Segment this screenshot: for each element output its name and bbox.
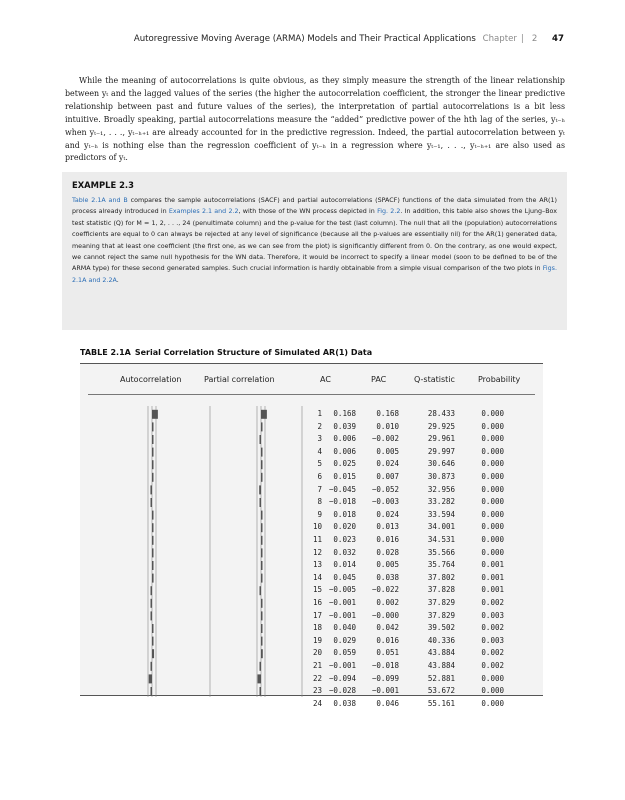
ac-cell: 0.006 xyxy=(333,434,356,444)
lag-cell: 20 xyxy=(312,648,322,658)
probability-cell: 0.000 xyxy=(481,522,504,532)
lag-cell: 19 xyxy=(312,635,322,645)
lag-cell: 15 xyxy=(312,585,322,595)
table-row xyxy=(80,585,543,598)
pac-cell: 0.168 xyxy=(376,409,399,418)
ac-cell: −0.005 xyxy=(328,585,356,595)
q-statistic-cell: 39.502 xyxy=(427,623,455,633)
table-row xyxy=(80,422,543,435)
lag-cell: 7 xyxy=(317,484,322,494)
header-rule xyxy=(88,394,535,395)
probability-cell: 0.000 xyxy=(481,497,504,507)
q-statistic-cell: 43.884 xyxy=(427,661,455,670)
lag-cell: 21 xyxy=(312,661,322,670)
q-statistic-cell: 33.282 xyxy=(427,497,455,507)
running-title: Autoregressive Moving Average (ARMA) Models and Their Practical Applications xyxy=(133,34,476,44)
lag-cell: 17 xyxy=(312,610,322,620)
lag-cell: 2 xyxy=(317,421,322,431)
q-statistic-cell: 29.961 xyxy=(427,434,455,444)
q-statistic-cell: 40.336 xyxy=(427,635,455,645)
table-row xyxy=(80,560,543,573)
table-row xyxy=(80,686,543,699)
table-title: Serial Correlation Structure of Simulated AR(1) Data xyxy=(134,348,373,357)
ac-cell: 0.040 xyxy=(333,623,356,633)
q-statistic-cell: 33.594 xyxy=(427,509,455,519)
example-body xyxy=(72,195,557,286)
table-row xyxy=(80,497,543,510)
probability-cell: 0.000 xyxy=(481,535,504,544)
probability-cell: 0.002 xyxy=(481,648,504,658)
col-probability: Probability xyxy=(478,375,521,384)
ac-cell: −0.028 xyxy=(328,686,356,696)
table-row xyxy=(80,598,543,611)
probability-cell: 0.000 xyxy=(481,509,504,519)
col-partial-correlation: Partial correlation xyxy=(204,375,275,384)
ac-cell: 0.039 xyxy=(333,421,356,431)
lag-cell: 4 xyxy=(317,446,322,456)
probability-cell: 0.000 xyxy=(481,686,504,696)
q-statistic-cell: 28.433 xyxy=(427,409,455,418)
ac-cell: 0.168 xyxy=(333,409,356,418)
pac-cell: −0.002 xyxy=(371,434,399,444)
probability-cell: 0.001 xyxy=(481,585,504,595)
q-statistic-cell: 29.997 xyxy=(427,446,455,456)
body-paragraph: While the meaning of autocorrelations is quite obvious, as they simply measure the strength of the linear relationship between yₜ and the lagged values of the series (the higher the autocorrelation coefficient, the stronger the linear predictive relationship between past and future values of the series), the interpretation of partial autocorrelations is a bit less intuitive. Broadly speaking, partial autocorrelations measure the “added” predictive power of the hth lag of the series, yₜ₋ₕ when yₜ₋₁, . . ., yₜ₋ₕ₊₁ are already accounted for in the predictive regression. Indeed, the partial autocorrelation between yₜ and yₜ₋ₕ is nothing else than the regression coefficient of yₜ₋ₕ in a regression where yₜ₋₁, . . ., yₜ₋ₕ₊₁ are also used as predictors of yₜ. xyxy=(65,76,565,163)
ac-cell: −0.018 xyxy=(328,497,356,507)
table-row xyxy=(80,573,543,586)
q-statistic-cell: 43.884 xyxy=(427,648,455,658)
q-statistic-cell: 37.829 xyxy=(427,610,455,620)
ac-cell: −0.001 xyxy=(328,598,356,607)
lag-cell: 9 xyxy=(317,509,322,519)
col-pac: PAC xyxy=(371,375,387,384)
figure-reference-link[interactable]: Fig. 2.2 xyxy=(377,208,401,216)
ac-cell: 0.020 xyxy=(333,522,356,532)
q-statistic-cell: 34.531 xyxy=(427,535,455,544)
examples-reference-link[interactable]: Examples 2.1 and 2.2 xyxy=(168,208,239,216)
lag-cell: 23 xyxy=(312,686,322,696)
pac-cell: 0.007 xyxy=(376,472,399,481)
probability-cell: 0.002 xyxy=(481,598,504,607)
body-paragraph-block xyxy=(65,75,565,165)
example-text-2: , with those of the WN process depicted in xyxy=(238,208,378,216)
probability-cell: 0.003 xyxy=(481,610,504,620)
table-row xyxy=(80,485,543,498)
ac-cell: 0.023 xyxy=(333,535,356,544)
ac-cell: 0.029 xyxy=(333,635,356,645)
probability-cell: 0.003 xyxy=(481,635,504,645)
table-row xyxy=(80,661,543,674)
pac-cell: 0.024 xyxy=(376,509,399,519)
ac-cell: 0.018 xyxy=(333,509,356,519)
probability-cell: 0.000 xyxy=(481,446,504,456)
lag-cell: 11 xyxy=(312,535,322,544)
pac-cell: 0.042 xyxy=(376,623,399,633)
pac-cell: −0.001 xyxy=(371,686,399,696)
table-row xyxy=(80,409,543,422)
q-statistic-cell: 52.881 xyxy=(427,673,455,683)
probability-cell: 0.000 xyxy=(481,409,504,418)
ac-cell: −0.001 xyxy=(328,661,356,670)
pac-cell: 0.024 xyxy=(376,459,399,469)
q-statistic-cell: 35.764 xyxy=(427,560,455,570)
ac-cell: 0.006 xyxy=(333,446,356,456)
probability-cell: 0.002 xyxy=(481,623,504,633)
pac-cell: 0.013 xyxy=(376,522,399,532)
probability-cell: 0.000 xyxy=(481,472,504,481)
table-row xyxy=(80,535,543,548)
lag-cell: 1 xyxy=(317,409,322,418)
probability-cell: 0.000 xyxy=(481,673,504,683)
running-header xyxy=(60,34,564,44)
pac-cell: 0.010 xyxy=(376,421,399,431)
table-label: TABLE 2.1A xyxy=(80,348,131,357)
pac-cell: 0.046 xyxy=(376,698,399,708)
example-title: EXAMPLE 2.3 xyxy=(72,180,134,190)
pac-cell: 0.028 xyxy=(376,547,399,557)
lag-cell: 18 xyxy=(312,623,322,633)
table-row xyxy=(80,611,543,624)
col-ac: AC xyxy=(320,375,331,384)
lag-cell: 3 xyxy=(317,434,322,444)
table-row xyxy=(80,434,543,447)
q-statistic-cell: 37.802 xyxy=(427,572,455,582)
page-number: 47 xyxy=(552,34,564,44)
probability-cell: 0.000 xyxy=(481,434,504,444)
q-statistic-cell: 37.829 xyxy=(427,598,455,607)
table-row xyxy=(80,674,543,687)
probability-cell: 0.000 xyxy=(481,459,504,469)
chapter-number: 2 xyxy=(531,34,538,44)
probability-cell: 0.000 xyxy=(481,547,504,557)
example-text-4: . xyxy=(116,276,119,284)
ac-cell: 0.025 xyxy=(333,459,356,469)
table-caption xyxy=(80,348,376,357)
q-statistic-cell: 37.828 xyxy=(427,585,455,595)
table-header-row xyxy=(80,375,543,389)
table-row xyxy=(80,648,543,661)
ac-cell: 0.014 xyxy=(333,560,356,570)
pac-cell: 0.002 xyxy=(376,598,399,607)
ac-cell: 0.059 xyxy=(333,648,356,658)
pac-cell: −0.003 xyxy=(371,497,399,507)
example-text-1: compares the sample autocorrelations (SACF) and partial autocorrelations (SPACF) functions of the data simulated from the AR(1) process already introduced in xyxy=(72,197,557,216)
example-box xyxy=(62,172,567,330)
table-row xyxy=(80,548,543,561)
ac-cell: −0.094 xyxy=(328,673,356,683)
table-row xyxy=(80,510,543,523)
ac-cell: −0.001 xyxy=(328,610,356,620)
q-statistic-cell: 35.566 xyxy=(427,547,455,557)
pac-cell: −0.022 xyxy=(371,585,399,595)
pac-cell: −0.052 xyxy=(371,484,399,494)
probability-cell: 0.001 xyxy=(481,572,504,582)
table-row xyxy=(80,459,543,472)
table-row xyxy=(80,447,543,460)
lag-cell: 5 xyxy=(317,459,322,469)
chapter-label: Chapter xyxy=(482,34,517,44)
probability-cell: 0.000 xyxy=(481,484,504,494)
q-statistic-cell: 29.925 xyxy=(427,421,455,431)
ac-cell: 0.032 xyxy=(333,547,356,557)
lag-cell: 6 xyxy=(317,472,322,481)
lag-cell: 12 xyxy=(312,547,322,557)
ac-cell: 0.015 xyxy=(333,472,356,481)
q-statistic-cell: 30.646 xyxy=(427,459,455,469)
table-row xyxy=(80,472,543,485)
probability-cell: 0.000 xyxy=(481,421,504,431)
pac-cell: 0.016 xyxy=(376,635,399,645)
pac-cell: 0.051 xyxy=(376,648,399,658)
lag-cell: 24 xyxy=(312,698,322,708)
lag-cell: 8 xyxy=(317,497,322,507)
q-statistic-cell: 55.161 xyxy=(427,698,455,708)
pac-cell: 0.005 xyxy=(376,446,399,456)
pac-cell: 0.038 xyxy=(376,572,399,582)
pac-cell: 0.005 xyxy=(376,560,399,570)
q-statistic-cell: 53.672 xyxy=(427,686,455,696)
header-separator: | xyxy=(520,34,524,44)
pac-cell: −0.018 xyxy=(371,661,399,670)
probability-cell: 0.001 xyxy=(481,560,504,570)
probability-cell: 0.000 xyxy=(481,698,504,708)
table-row xyxy=(80,623,543,636)
probability-cell: 0.002 xyxy=(481,661,504,670)
figures-reference-link[interactable]: Figs. 2.1A and 2.2A xyxy=(72,265,557,284)
example-text-3: . In addition, this table also shows the Ljung–Box test statistic (Q) for M = 1, 2, . . ., 24 (penultimate column) and the p-value for the test (last column). The null that all the (population) autocorrelations coefficients are equal to 0 can always be rejected at any level of significance (because all the p-values are essentially nil) for the AR(1) generated data, meaning that at least one coefficient (the first one, as we can see from the plot) is significantly different from 0. On the contrary, as one would expect, we cannot reject the same null hypothesis for the WN data. Therefore, it would be incorrect to specify a linear model (soon to be defined to be of the ARMA type) for these second generated samples. Such crucial information is hardly obtainable from a simple visual comparison of the two plots in xyxy=(72,208,557,273)
col-autocorrelation: Autocorrelation xyxy=(120,375,182,384)
table-row xyxy=(80,636,543,649)
table-row xyxy=(80,699,543,712)
table-reference-link[interactable]: Table 2.1A and B xyxy=(72,197,128,204)
lag-cell: 10 xyxy=(312,522,322,532)
lag-cell: 13 xyxy=(312,560,322,570)
ac-cell: 0.038 xyxy=(333,698,356,708)
lag-cell: 16 xyxy=(312,598,322,607)
q-statistic-cell: 32.956 xyxy=(427,484,455,494)
col-q-statistic: Q-statistic xyxy=(414,375,455,384)
q-statistic-cell: 30.873 xyxy=(427,472,455,481)
lag-cell: 22 xyxy=(312,673,322,683)
lag-cell: 14 xyxy=(312,572,322,582)
ac-cell: 0.045 xyxy=(333,572,356,582)
correlation-table xyxy=(80,363,543,708)
pac-cell: −0.000 xyxy=(371,610,399,620)
ac-cell: −0.045 xyxy=(328,484,356,494)
q-statistic-cell: 34.001 xyxy=(427,522,455,532)
pac-cell: 0.016 xyxy=(376,535,399,544)
table-row xyxy=(80,522,543,535)
pac-cell: −0.099 xyxy=(371,673,399,683)
